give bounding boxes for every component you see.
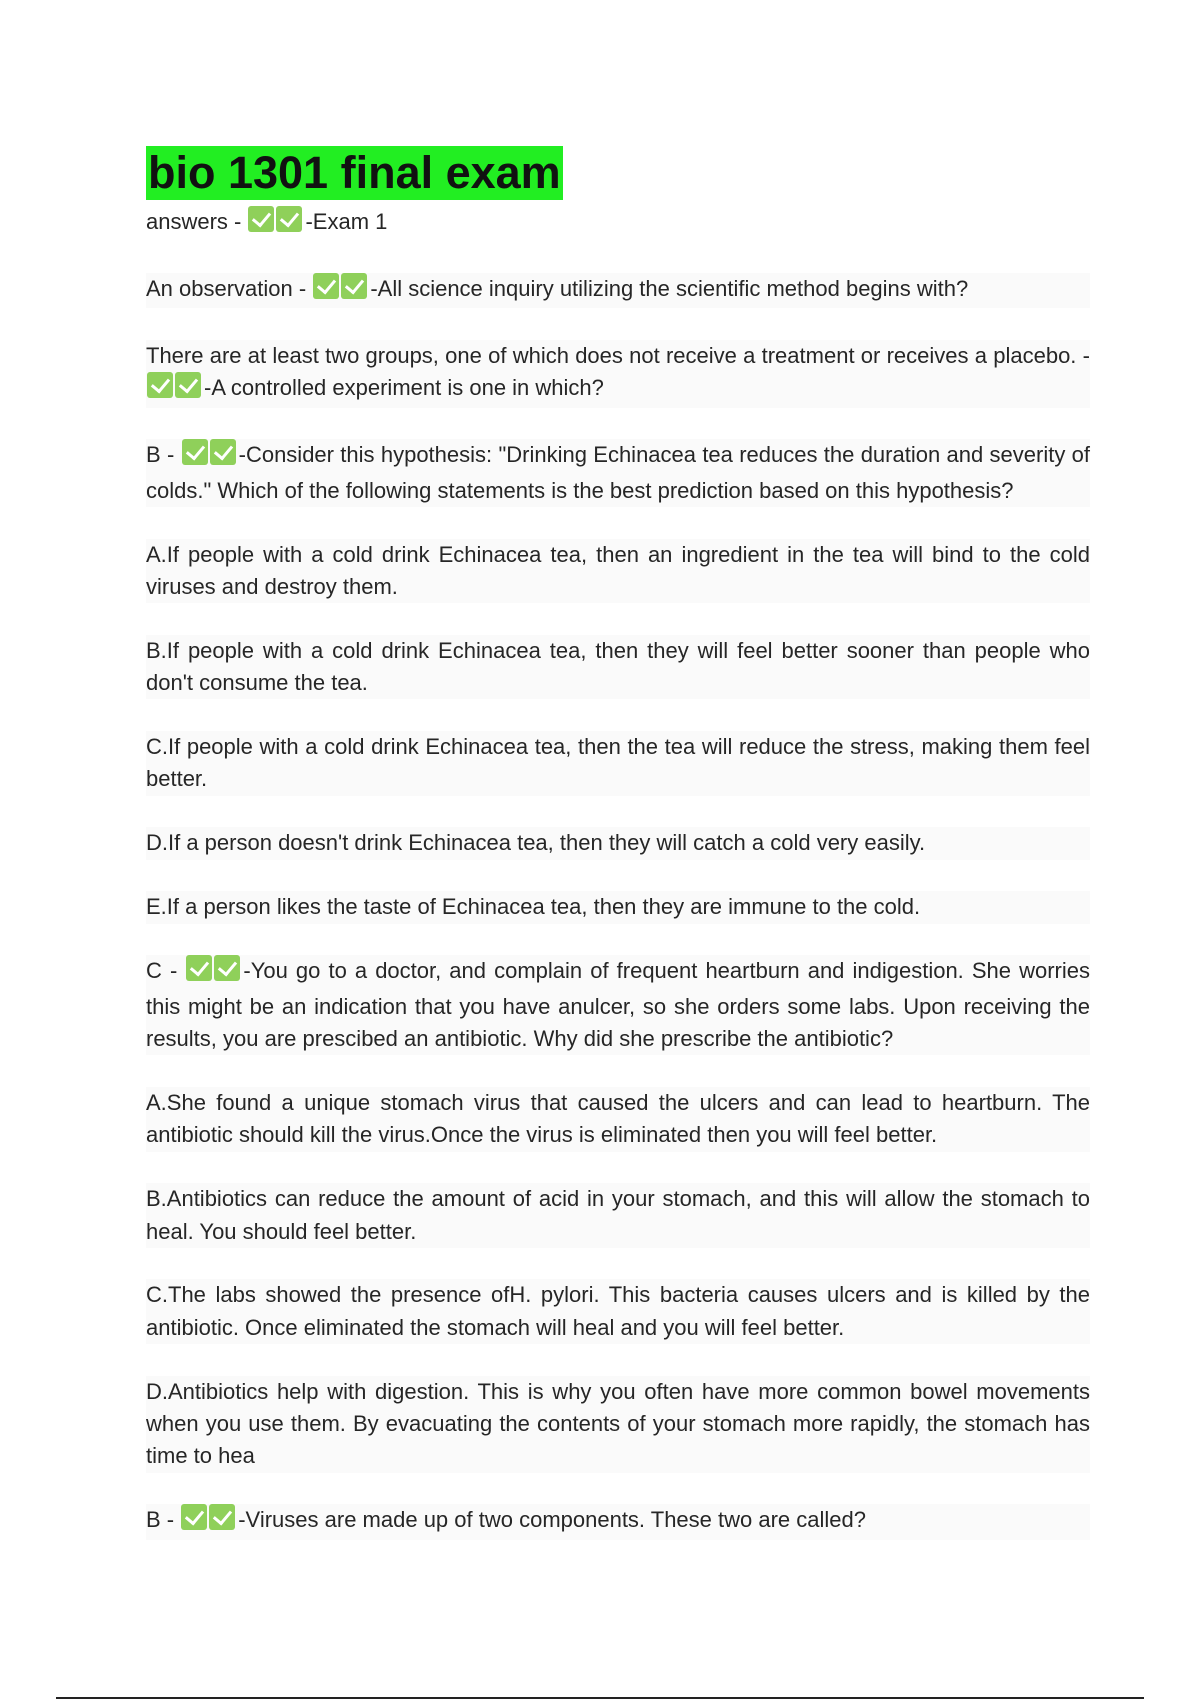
qa-entry-3	[146, 439, 1090, 507]
double-check-icon	[313, 273, 369, 308]
answer-text: There are at least two groups, one of which does not receive a treatment or receives a placebo. -	[146, 342, 1090, 368]
option-d: D.Antibiotics help with digestion. This is why you often have more common bowel movements when you use them. By evacuating the contents of your stomach more rapidly, the stomach has time to hea	[146, 1376, 1090, 1473]
option-e: E.If a person likes the taste of Echinacea tea, then they are immune to the cold.	[146, 891, 1090, 923]
question-text: -Consider this hypothesis: "Drinking Echinacea tea reduces the duration and severity of colds." Which of the following statements is the best prediction based on this hypothesis?	[146, 442, 1090, 503]
document-page	[146, 146, 1090, 1571]
double-check-icon	[182, 439, 238, 474]
double-check-icon	[181, 1504, 237, 1539]
qa-entry-5	[146, 1504, 1090, 1539]
question-text: -You go to a doctor, and complain of frequent heartburn and indigestion. She worries this might be an indication that you have anulcer, so she orders some labs. Upon receiving the results, you are prescibed an antibiotic. Why did she prescribe the antibiotic?	[146, 958, 1090, 1051]
question-text: -All science inquiry utilizing the scientific method begins with?	[370, 275, 969, 301]
answer-text: C -	[146, 958, 186, 984]
qa-entry-2	[146, 340, 1090, 408]
intro-line	[146, 206, 1090, 241]
option-b: B.Antibiotics can reduce the amount of acid in your stomach, and this will allow the stomach to heal. You should feel better.	[146, 1183, 1090, 1248]
option-a: A.If people with a cold drink Echinacea tea, then an ingredient in the tea will bind to the cold viruses and destroy them.	[146, 539, 1090, 604]
page-bottom-rule	[56, 1697, 1144, 1699]
question-text: -A controlled experiment is one in which?	[204, 375, 604, 401]
question-text: -Viruses are made up of two components. These two are called?	[238, 1507, 866, 1533]
qa-entry-1	[146, 273, 1090, 308]
option-c: C.The labs showed the presence ofH. pylori. This bacteria causes ulcers and is killed by the antibiotic. Once eliminated the stomach will heal and you will feel better.	[146, 1279, 1090, 1344]
answer-text: B -	[146, 442, 181, 468]
double-check-icon	[147, 372, 203, 407]
document-title: bio 1301 final exam	[148, 147, 561, 198]
intro-prefix: answers -	[146, 209, 248, 234]
double-check-icon	[248, 206, 304, 241]
option-c: C.If people with a cold drink Echinacea tea, then the tea will reduce the stress, making them feel better.	[146, 731, 1090, 796]
answer-text: B -	[146, 1507, 181, 1533]
option-a: A.She found a unique stomach virus that caused the ulcers and can lead to heartburn. The antibiotic should kill the virus.Once the virus is eliminated then you will feel better.	[146, 1087, 1090, 1152]
answer-text: An observation -	[146, 275, 313, 301]
option-d: D.If a person doesn't drink Echinacea tea, then they will catch a cold very easily.	[146, 827, 1090, 859]
double-check-icon	[186, 955, 242, 990]
intro-suffix: -Exam 1	[305, 209, 388, 234]
option-b: B.If people with a cold drink Echinacea tea, then they will feel better sooner than people who don't consume the tea.	[146, 635, 1090, 700]
qa-entry-4	[146, 955, 1090, 1055]
